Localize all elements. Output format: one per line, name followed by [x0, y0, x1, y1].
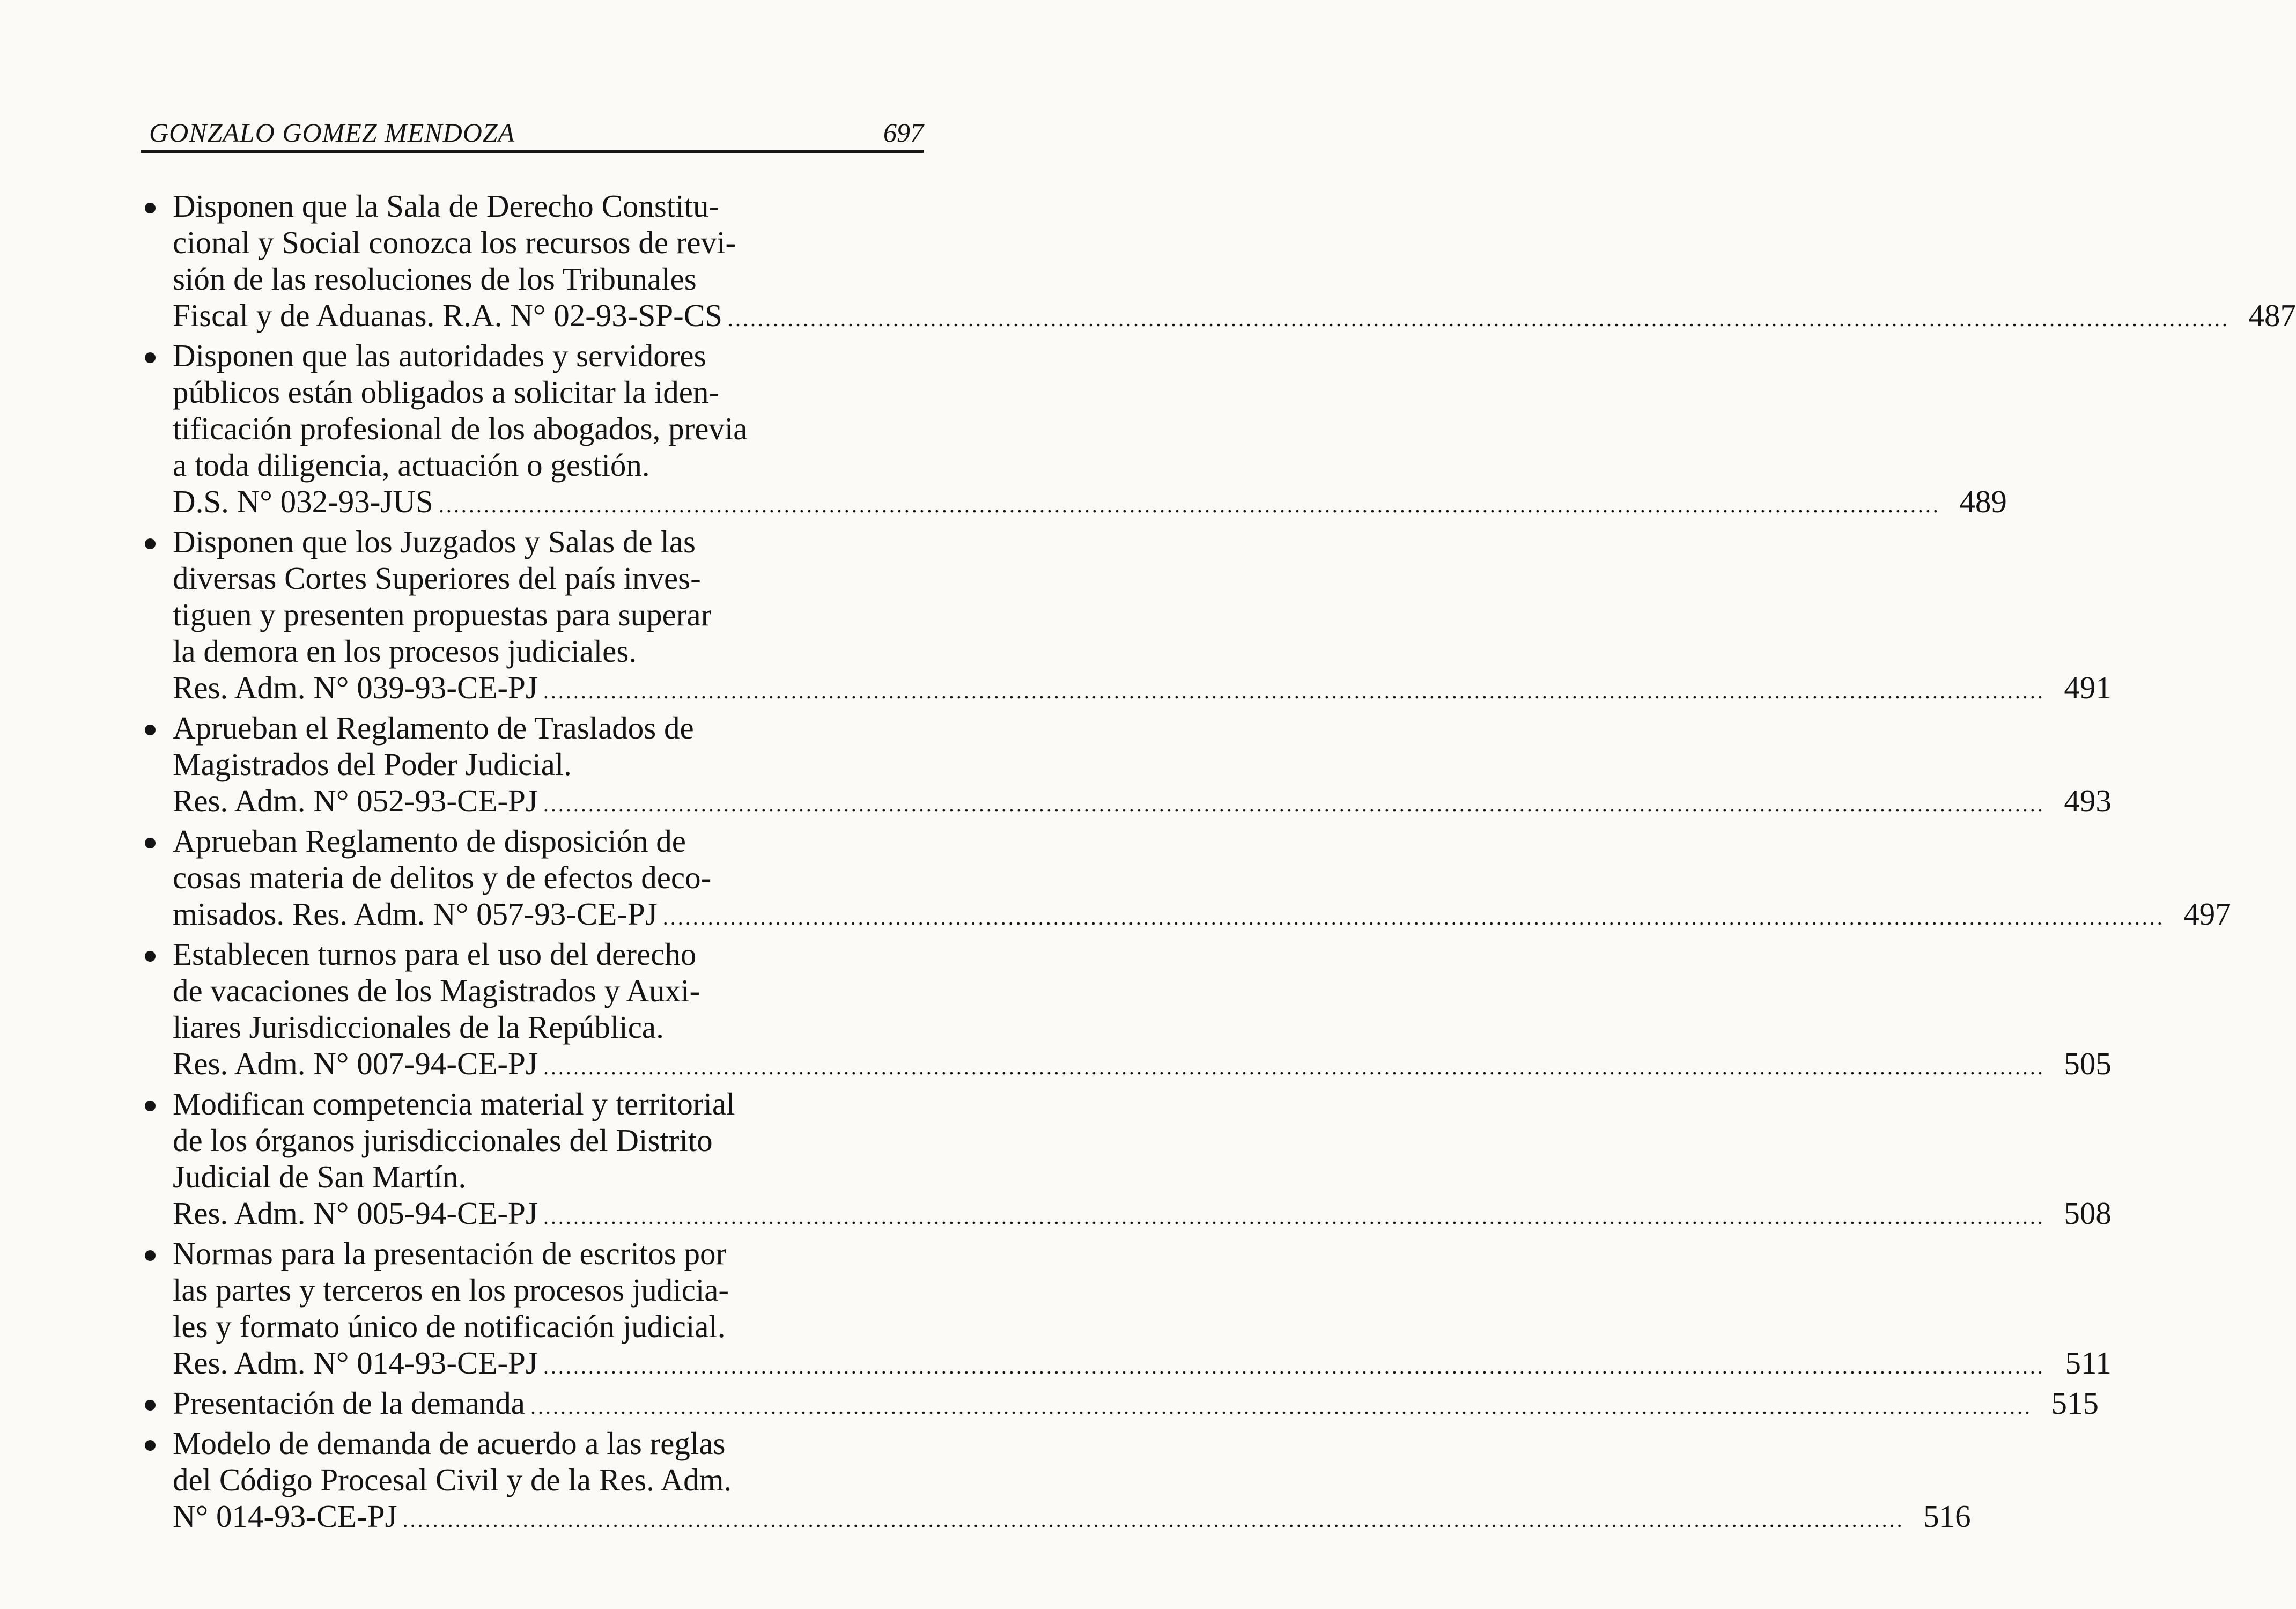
entry-page-number: 511: [2065, 1345, 2112, 1381]
entry-reference: Fiscal y de Aduanas. R.A. N° 02-93-SP-CS: [173, 298, 722, 333]
entry-page-number: 487: [2248, 298, 2296, 333]
entry-page-number: 515: [2051, 1385, 2099, 1421]
entry-page-number: 505: [2064, 1046, 2112, 1081]
entry-text-line: públicos están obligados a solicitar la iden-: [173, 374, 720, 410]
entry-reference: misados. Res. Adm. N° 057-93-CE-PJ: [173, 896, 658, 932]
header-author: GONZALO GOMEZ MENDOZA: [149, 117, 515, 147]
dot-leader: ........................................................................................................................................................................................................: [543, 1354, 2045, 1378]
entry-text-line: sión de las resoluciones de los Tribunales: [173, 261, 697, 297]
entry-text-line: la demora en los procesos judiciales.: [173, 633, 637, 669]
index-entry: [141, 936, 2112, 1086]
entry-reference-line: [173, 1045, 2112, 1086]
entry-reference-line: [173, 297, 2296, 337]
entry-text-line: Magistrados del Poder Judicial.: [173, 747, 572, 782]
running-header: [141, 107, 924, 153]
dot-leader: ........................................................................................................................................................................................................: [438, 493, 1940, 517]
entry-reference: Res. Adm. N° 014-93-CE-PJ: [173, 1345, 538, 1381]
entry-reference: Res. Adm. N° 052-93-CE-PJ: [173, 783, 538, 818]
entry-text-line: del Código Procesal Civil y de la Res. Adm.: [173, 1462, 732, 1497]
entry-page-number: 516: [1923, 1499, 1971, 1534]
entry-text-line: Modifican competencia material y territorial: [173, 1086, 735, 1121]
entry-text-line: diversas Cortes Superiores del país inves-: [173, 560, 701, 596]
entry-text-line: cional y Social conozca los recursos de revi-: [173, 225, 736, 260]
entry-reference-line: [173, 1498, 1971, 1538]
entry-text-line: tificación profesional de los abogados, previa: [173, 411, 748, 446]
bullet-icon: [145, 1440, 156, 1451]
entry-text-line: les y formato único de notificación judicial.: [173, 1309, 726, 1344]
entry-text-line: cosas materia de delitos y de efectos deco-: [173, 860, 712, 895]
dot-leader: ........................................................................................................................................................................................................: [727, 307, 2229, 331]
entry-reference-line: [173, 669, 2112, 710]
entry-reference-line: [173, 483, 2007, 523]
entry-reference-line: [173, 1195, 2112, 1235]
entry-text-line: Disponen que las autoridades y servidores: [173, 338, 706, 373]
dot-leader: ........................................................................................................................................................................................................: [402, 1508, 1904, 1532]
entry-text-line: Modelo de demanda de acuerdo a las reglas: [173, 1426, 726, 1461]
dot-leader: ........................................................................................................................................................................................................: [543, 792, 2045, 816]
entry-text-line: Normas para la presentación de escritos por: [173, 1236, 727, 1271]
entry-reference: Res. Adm. N° 005-94-CE-PJ: [173, 1195, 538, 1231]
entry-reference: Res. Adm. N° 039-93-CE-PJ: [173, 670, 538, 705]
index-entry: [141, 1235, 2112, 1385]
entry-reference-line: [173, 783, 2112, 823]
entry-reference: Res. Adm. N° 007-94-CE-PJ: [173, 1046, 538, 1081]
bullet-icon: [145, 1250, 156, 1261]
bullet-icon: [145, 352, 156, 363]
bullet-icon: [145, 1101, 156, 1111]
entry-page-number: 491: [2064, 670, 2112, 705]
bullet-icon: [145, 951, 156, 962]
bullet-icon: [145, 1400, 156, 1411]
entry-text-line: a toda diligencia, actuación o gestión.: [173, 447, 650, 483]
entry-text-line: Establecen turnos para el uso del derecho: [173, 936, 697, 972]
index-entry: [141, 188, 2296, 337]
header-page-number: 697: [883, 117, 924, 147]
dot-leader: ........................................................................................................................................................................................................: [543, 1055, 2045, 1079]
entry-page-number: 489: [1959, 484, 2007, 519]
index-entry: [141, 1385, 2099, 1425]
entry-page-number: 497: [2183, 896, 2231, 932]
entry-text-line: Disponen que los Juzgados y Salas de las: [173, 524, 696, 559]
entry-page-number: 493: [2064, 783, 2112, 818]
entry-text-line: las partes y terceros en los procesos judicia-: [173, 1272, 729, 1308]
entry-reference: D.S. N° 032-93-JUS: [173, 484, 433, 519]
dot-leader: ........................................................................................................................................................................................................: [662, 905, 2165, 929]
entry-text-line: Disponen que la Sala de Derecho Constitu-: [173, 188, 720, 224]
entry-reference-line: [173, 896, 2231, 936]
dot-leader: ........................................................................................................................................................................................................: [530, 1394, 2032, 1419]
entry-text-line: tiguen y presenten propuestas para superar: [173, 597, 712, 632]
index-entry: [141, 710, 2112, 823]
entry-text-line: Aprueban el Reglamento de Traslados de: [173, 710, 694, 746]
entry-text-line: liares Jurisdiccionales de la República.: [173, 1009, 664, 1045]
dot-leader: ........................................................................................................................................................................................................: [543, 1205, 2045, 1229]
entry-text-line: Judicial de San Martín.: [173, 1159, 467, 1194]
entry-page-number: 508: [2064, 1195, 2112, 1231]
index-entry: [141, 523, 2112, 710]
dot-leader: ........................................................................................................................................................................................................: [543, 679, 2045, 703]
bullet-icon: [145, 538, 156, 549]
index-entry: [141, 337, 2007, 523]
entry-text-line: de vacaciones de los Magistrados y Auxi-: [173, 973, 700, 1008]
entry-reference: Presentación de la demanda: [173, 1385, 525, 1421]
bullet-icon: [145, 725, 156, 735]
bullet-icon: [145, 838, 156, 848]
entry-reference: N° 014-93-CE-PJ: [173, 1499, 397, 1534]
entry-text-line: de los órganos jurisdiccionales del Distrito: [173, 1123, 713, 1158]
index-entry-list: [141, 188, 2296, 1538]
entry-reference-line: [173, 1385, 2099, 1425]
entry-reference-line: [173, 1345, 2112, 1385]
entry-text-line: Aprueban Reglamento de disposición de: [173, 823, 686, 859]
index-entry: [141, 1086, 2112, 1235]
index-entry: [141, 823, 2231, 936]
index-entry: [141, 1425, 1971, 1538]
bullet-icon: [145, 203, 156, 213]
